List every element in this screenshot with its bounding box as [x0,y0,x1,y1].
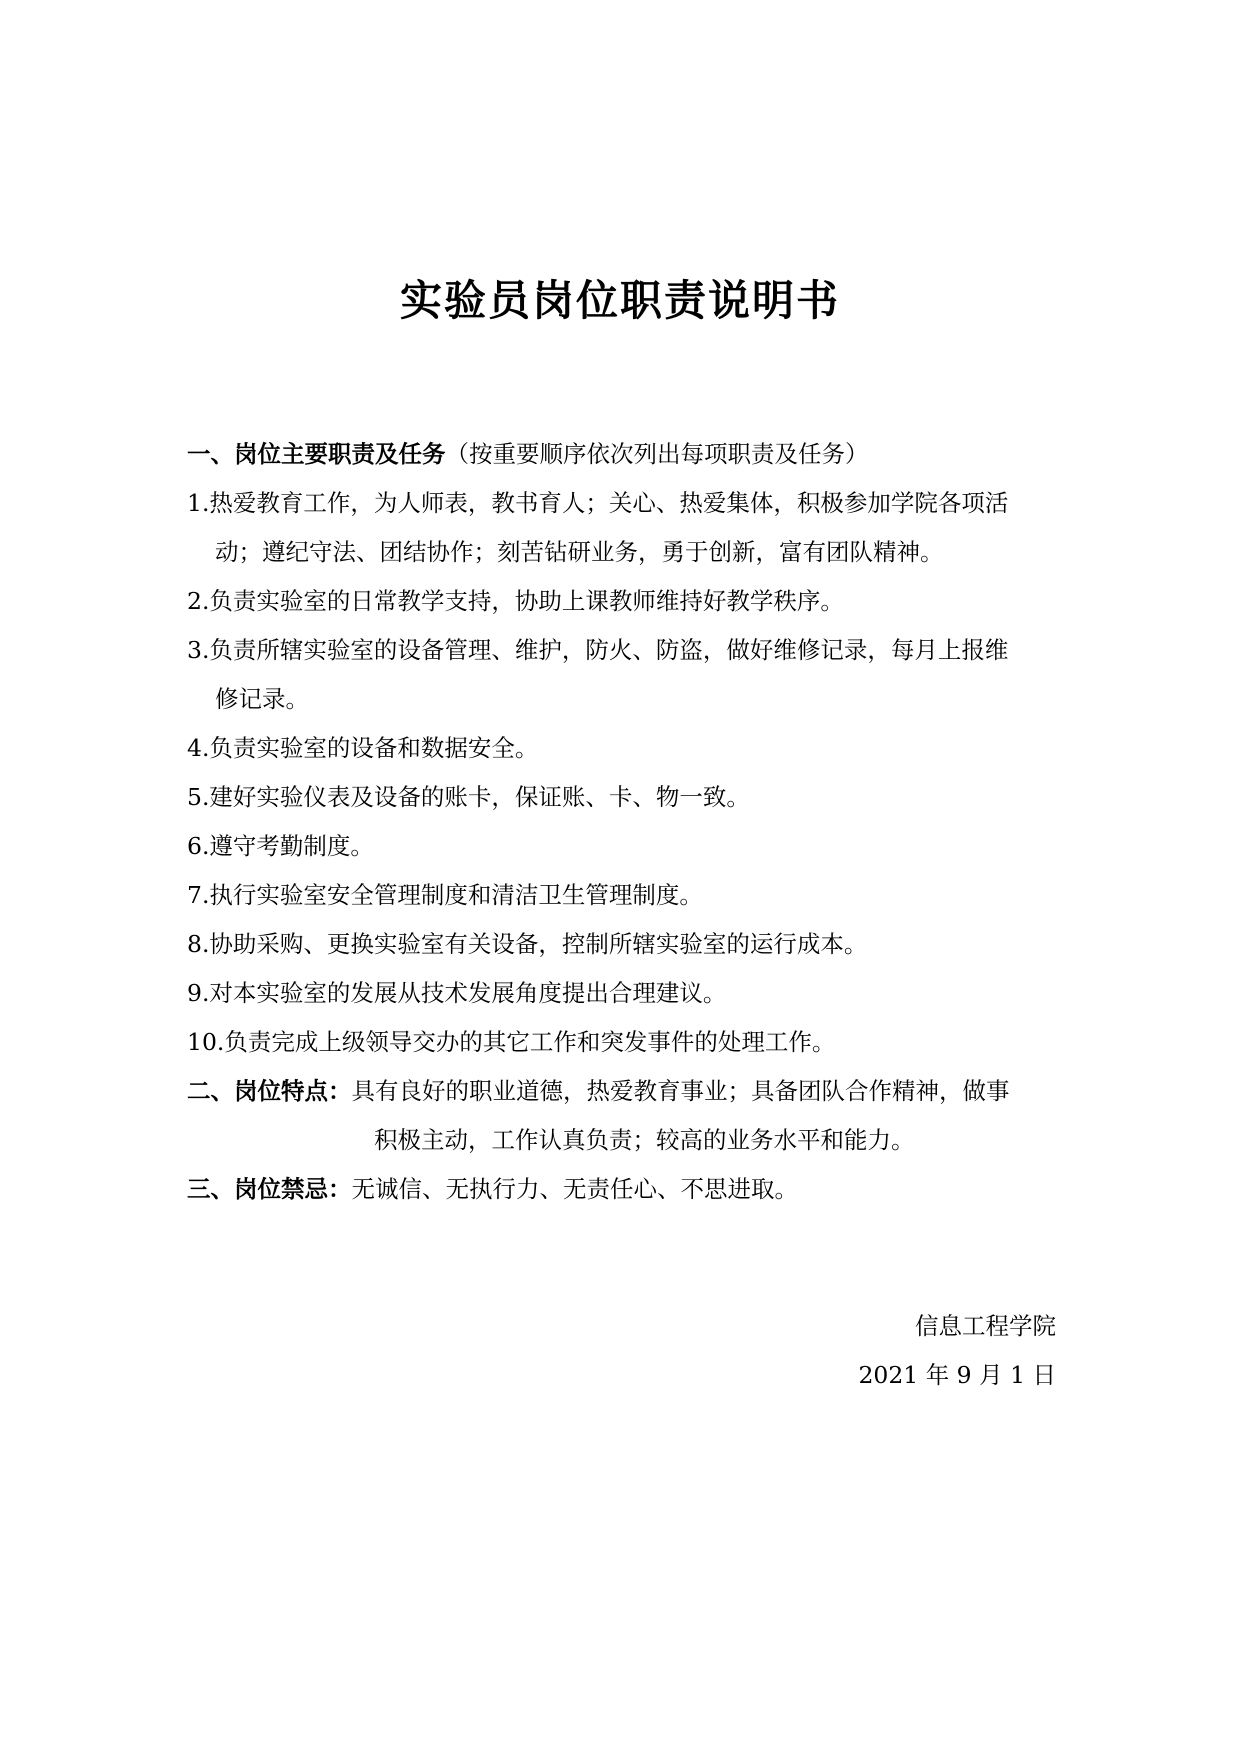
document-body [187,430,1057,1214]
duty-item-9: 9.对本实验室的发展从技术发展角度提出合理建议。 [187,979,727,1007]
duty-item-2: 2.负责实验室的日常教学支持，协助上课教师维持好教学秩序。 [187,587,844,615]
duty-item-7: 7.执行实验室安全管理制度和清洁卫生管理制度。 [187,881,703,909]
duty-item-1: 1.热爱教育工作，为人师表，教书育人；关心、热爱集体，积极参加学院各项活 [187,489,1009,517]
signature-org: 信息工程学院 [915,1312,1056,1340]
section1-heading: 一、岗位主要职责及任务 [187,440,446,468]
section2-heading-line [187,1067,1057,1116]
duty-item-4: 4.负责实验室的设备和数据安全。 [187,734,539,762]
section2-heading: 二、岗位特点： [187,1077,352,1105]
section1-note: （按重要顺序依次列出每项职责及任务） [445,440,869,468]
duty-item-8: 8.协助采购、更换实验室有关设备，控制所辖实验室的运行成本。 [187,930,868,958]
duty-item-6: 6.遵守考勤制度。 [187,832,374,860]
duty-item-3: 3.负责所辖实验室的设备管理、维护，防火、防盗，做好维修记录，每月上报维 [187,636,1009,664]
document-title: 实验员岗位职责说明书 [399,276,840,325]
section3-heading: 三、岗位禁忌： [187,1175,352,1203]
section3-heading-line [187,1165,1057,1214]
duty-item-1-continued: 动；遵纪守法、团结协作；刻苦钻研业务，勇于创新，富有团队精神。 [215,538,944,566]
section3-text: 无诚信、无执行力、无责任心、不思进取。 [351,1175,798,1203]
section1-heading-line [187,430,1057,479]
signature-block [858,1302,1056,1400]
section2-text: 具有良好的职业道德，热爱教育事业；具备团队合作精神，做事 [351,1077,1010,1105]
section2-text-continued: 积极主动，工作认真负责；较高的业务水平和能力。 [374,1126,915,1154]
duty-item-10: 10.负责完成上级领导交办的其它工作和突发事件的处理工作。 [187,1028,836,1056]
duty-item-5: 5.建好实验仪表及设备的账卡，保证账、卡、物一致。 [187,783,750,811]
duty-item-3-continued: 修记录。 [215,685,309,713]
signature-date: 2021 年 9 月 1 日 [858,1361,1056,1389]
